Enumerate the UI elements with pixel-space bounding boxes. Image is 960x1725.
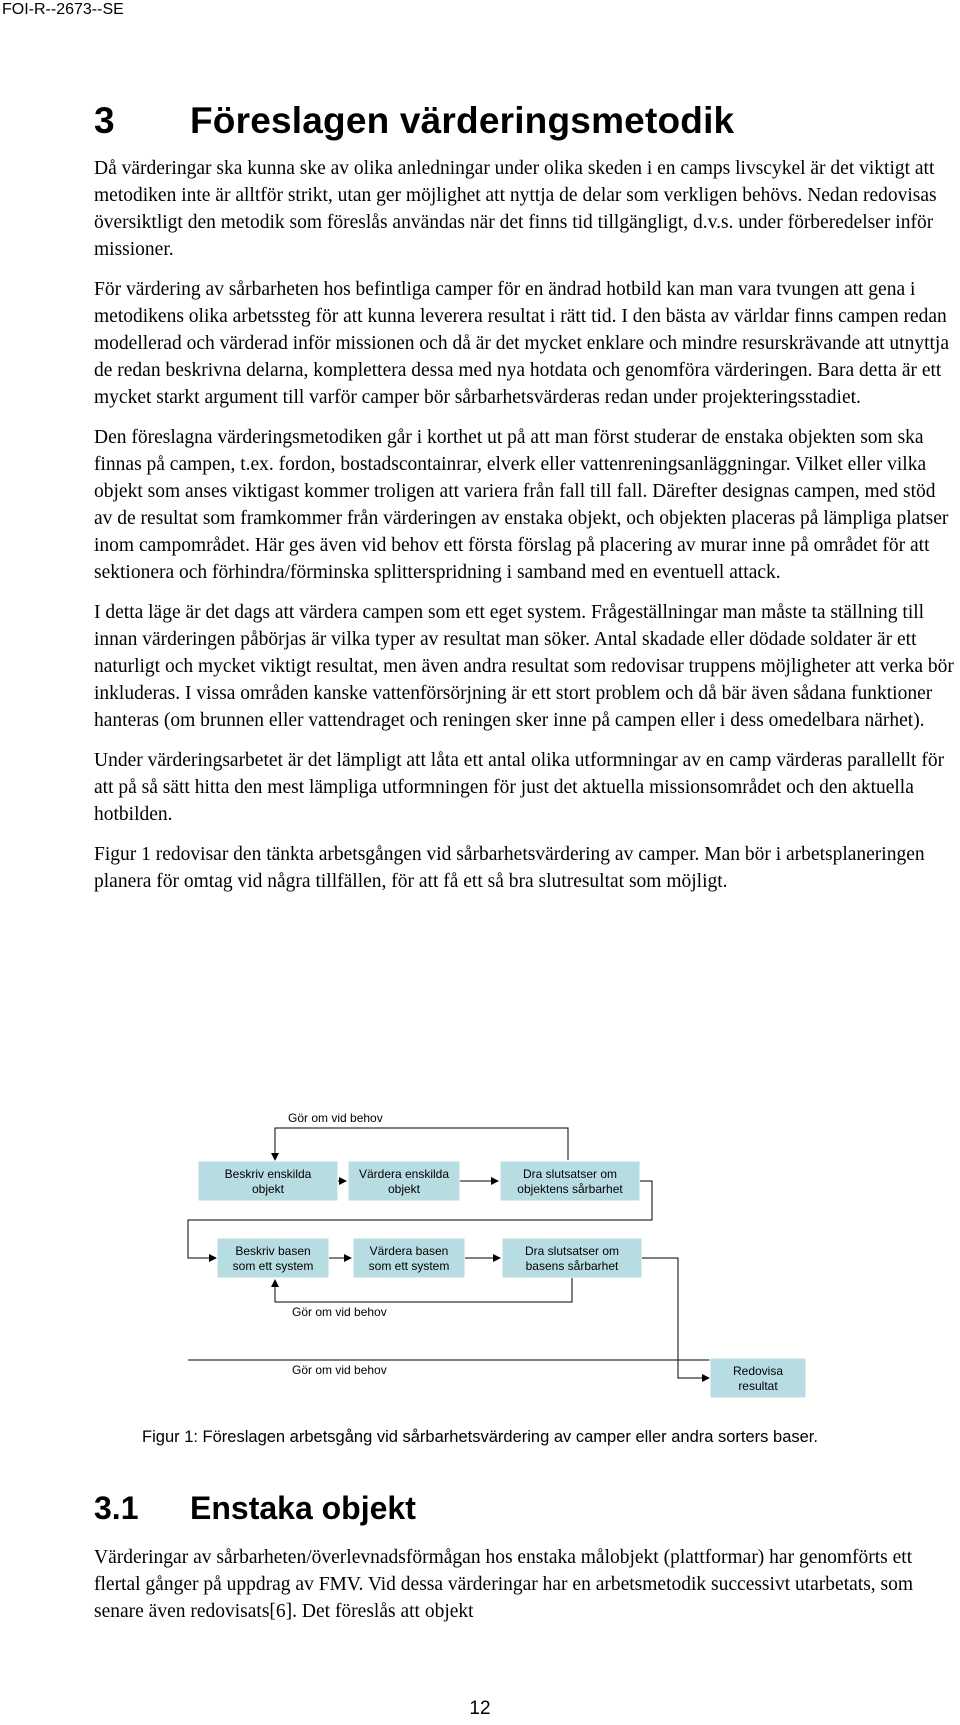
loop-label-top: Gör om vid behov [288, 1111, 383, 1125]
svg-text:som ett system: som ett system [368, 1259, 450, 1273]
box-describe-objects [198, 1161, 338, 1201]
box-evaluate-objects [348, 1161, 460, 1201]
body-text [94, 155, 954, 908]
svg-text:objekt: objekt [387, 1182, 421, 1196]
loop-label-bottom: Gör om vid behov [292, 1363, 387, 1377]
loop-arrow-top [275, 1128, 568, 1160]
loop-label-middle: Gör om vid behov [292, 1305, 387, 1319]
box-describe-base [217, 1238, 329, 1278]
svg-text:Värdera basen: Värdera basen [369, 1244, 449, 1258]
page-number: 12 [469, 1698, 491, 1719]
svg-text:som ett system: som ett system [232, 1259, 314, 1273]
svg-text:basens sårbarhet: basens sårbarhet [525, 1259, 619, 1273]
box-report-results [710, 1358, 806, 1398]
paragraph: Värderingar av sårbarheten/överlevnadsförmågan hos enstaka målobjekt (plattformar) har genomförts ett flertal gånger på uppdrag av FMV. Vid dessa värderingar har en arbetsmetodik successivt utarbetats, som senare även redovisats[6]. Det föreslås att objekt [94, 1547, 914, 1622]
svg-text:Redovisa: Redovisa [732, 1364, 784, 1378]
section-heading [94, 100, 734, 142]
svg-text:Beskriv basen: Beskriv basen [235, 1244, 311, 1258]
section-title: Föreslagen värderingsmetodik [190, 100, 735, 141]
svg-text:objektens sårbarhet: objektens sårbarhet [517, 1182, 623, 1196]
section-number: 3 [94, 100, 115, 141]
subsection-title: Enstaka objekt [190, 1490, 416, 1526]
paragraph: För värdering av sårbarheten hos befintliga camper för en ändrad hotbild kan man vara tvungen att gena i metodikens olika arbetssteg för att kunna leverera resultat i rätt tid. I den bästa av världar finns campen redan modellerad och värderad inför missionen och då är det mycket enklare och mindre resurskrävande att utnyttja de redan beskrivna delarna, komplettera dessa med nya hotdata och genomföra värderingen. Bara detta är ett mycket starkt argument till varför camper bör sårbarhetsvärderas redan under projekteringsstadiet. [94, 279, 949, 408]
figure-caption: Figur 1: Föreslagen arbetsgång vid sårbarhetsvärdering av camper eller andra sorters baser. [142, 1428, 818, 1446]
svg-text:Beskriv enskilda: Beskriv enskilda [224, 1167, 312, 1181]
paragraph: Figur 1 redovisar den tänkta arbetsgången vid sårbarhetsvärdering av camper. Man bör i arbetsplaneringen planera för omtag vid några tillfällen, för att få ett så bra slutresultat som möjligt. [94, 844, 925, 892]
svg-text:Dra slutsatser om: Dra slutsatser om [522, 1167, 618, 1181]
svg-text:Dra slutsatser om: Dra slutsatser om [524, 1244, 620, 1258]
loop-arrow-middle [275, 1278, 572, 1302]
workflow-diagram [180, 1110, 900, 1415]
document-id: FOI-R--2673--SE [2, 1, 124, 18]
paragraph: Under värderingsarbetet är det lämpligt att låta ett antal olika utformningar av en camp värderas parallellt för att på så sätt hitta den mest lämpliga utformningen för just det aktuella missionsområdet och den aktuella hotbilden. [94, 750, 945, 825]
paragraph: Då värderingar ska kunna ske av olika anledningar under olika skeden i en camps livscykel är det viktigt att metodiken inte är alltför strikt, utan ger möjlighet att nyttja de delar som verkligen behövs. Nedan redovisas översiktligt den metodik som föreslås användas när det finns tid tillgängligt, d.v.s. under förberedelser inför missioner. [94, 158, 937, 260]
box-evaluate-base [353, 1238, 465, 1278]
subsection-body [94, 1544, 954, 1638]
paragraph: I detta läge är det dags att värdera campen som ett eget system. Frågeställningar man måste ta ställning till innan värderingen påbörjas är vilka typer av resultat man söker. Antal skadade eller dödade soldater är ett naturligt och mycket viktigt resultat, men även andra resultat som redovisar truppens möjligheter att verka bör inkluderas. I vissa områden kanske vattenförsörjning är ett stort problem och då bär även sådana funktioner hanteras (om brunnen eller vattendraget och reningen sker inne på campen eller i dess omedelbara närhet). [94, 602, 954, 731]
svg-text:Värdera enskilda: Värdera enskilda [358, 1167, 450, 1181]
box-conclusions-objects [500, 1161, 640, 1201]
subsection-number: 3.1 [94, 1490, 139, 1526]
svg-text:objekt: objekt [251, 1182, 285, 1196]
subsection-heading [94, 1490, 416, 1527]
svg-text:resultat: resultat [738, 1379, 778, 1393]
box-conclusions-base [502, 1238, 642, 1278]
paragraph: Den föreslagna värderingsmetodiken går i korthet ut på att man först studerar de enstaka objekten som ska finnas på campen, t.ex. fordon, bostadscontainrar, elverk eller vattenreningsanläggningar. Vilket eller vilka objekt som anses viktigast kommer troligen att variera från fall till fall. Därefter designas campen, med stöd av de resultat som framkommer från värderingen av enstaka objekt, och objekten placeras på lämpliga platser inom campområdet. Här ges även vid behov ett första förslag på placering av murar inne på området för att sektionera och förhindra/förminska splitterspridning i samband med en eventuell attack. [94, 427, 949, 583]
